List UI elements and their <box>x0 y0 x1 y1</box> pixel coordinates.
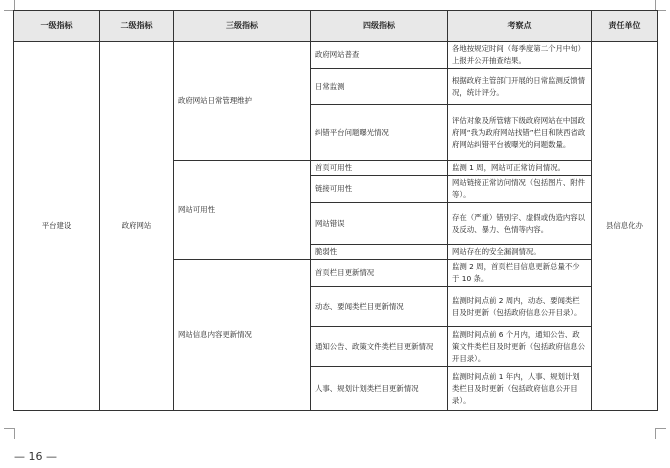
unit-cell: 县信息化办 <box>592 42 658 411</box>
header-level3: 三级指标 <box>174 11 311 42</box>
header-level4: 四级指标 <box>311 11 448 42</box>
level4-cell: 日常监测 <box>311 69 448 105</box>
level4-cell: 网站错误 <box>311 203 448 245</box>
method-cell: 网站链接正常访问情况（包括图片、附件等）。 <box>448 176 592 203</box>
level1-cell: 平台建设 <box>14 42 100 411</box>
level4-cell: 纠错平台问题曝光情况 <box>311 105 448 161</box>
method-cell: 监测时间点前 6 个月内，通知公告、政策文件类栏目及时更新（包括政府信息公开目录）。 <box>448 327 592 367</box>
method-cell: 评估对象及所管辖下级政府网站在中国政府网“我为政府网站找错”栏目和陕西省政府网站纠错平台被曝光的问题数量。 <box>448 105 592 161</box>
method-cell: 各地按规定时间（每季度第二个月中旬）上报并公开抽查结果。 <box>448 42 592 69</box>
method-cell: 监测 2 周，首页栏目信息更新总量不少于 10 条。 <box>448 260 592 287</box>
level4-cell: 首页可用性 <box>311 161 448 176</box>
header-level2: 二级指标 <box>100 11 174 42</box>
table-row <box>14 42 658 69</box>
level3-cell: 政府网站日常管理维护 <box>174 42 311 161</box>
indicator-table <box>13 10 658 411</box>
method-cell: 监测时间点前 1 年内，人事、规划计划类栏目及时更新（包括政府信息公开目录）。 <box>448 367 592 411</box>
header-method: 考察点 <box>448 11 592 42</box>
method-cell: 存在（严重）错别字、虚假或伪造内容以及反动、暴力、色情等内容。 <box>448 203 592 245</box>
level3-cell: 网站信息内容更新情况 <box>174 260 311 411</box>
level4-cell: 脆弱性 <box>311 245 448 260</box>
header-unit: 责任单位 <box>592 11 658 42</box>
page-number: — 16 — <box>14 450 57 463</box>
crop-mark <box>4 428 15 439</box>
method-cell: 监测时间点前 2 周内，动态、要闻类栏目及时更新（包括政府信息公开目录）。 <box>448 287 592 327</box>
method-cell: 网站存在的安全漏洞情况。 <box>448 245 592 260</box>
level4-cell: 首页栏目更新情况 <box>311 260 448 287</box>
header-level1: 一级指标 <box>14 11 100 42</box>
level4-cell: 政府网站普查 <box>311 42 448 69</box>
table-header-row <box>14 11 658 42</box>
crop-mark <box>655 428 666 439</box>
level4-cell: 通知公告、政策文件类栏目更新情况 <box>311 327 448 367</box>
method-cell: 监测 1 周，网站可正常访问情况。 <box>448 161 592 176</box>
level4-cell: 链接可用性 <box>311 176 448 203</box>
level3-cell: 网站可用性 <box>174 161 311 260</box>
method-cell: 根据政府主管部门开展的日常监测反馈情况，统计评分。 <box>448 69 592 105</box>
level4-cell: 动态、要闻类栏目更新情况 <box>311 287 448 327</box>
level4-cell: 人事、规划计划类栏目更新情况 <box>311 367 448 411</box>
level2-cell: 政府网站 <box>100 42 174 411</box>
